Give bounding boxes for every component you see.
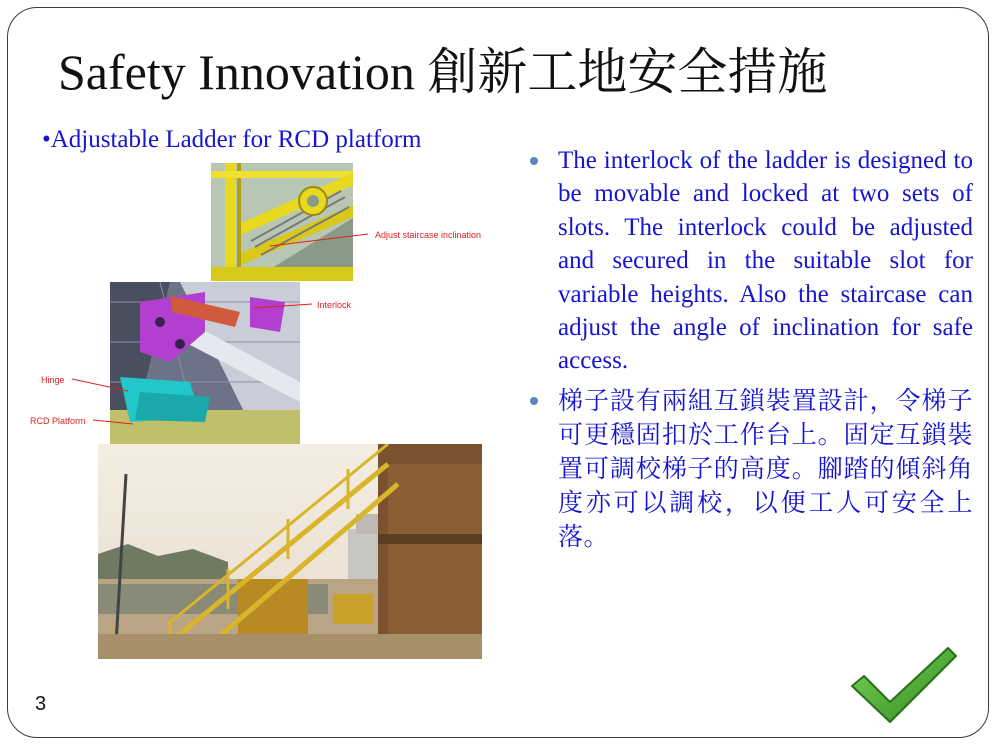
site-photo-svg [98,444,482,659]
green-checkmark-icon [850,646,958,726]
slide-title: Safety Innovation 創新工地安全措施 [58,44,828,100]
callout-adjust-inclination: Adjust staircase inclination [375,230,482,240]
callout-interlock: Interlock [317,300,352,310]
page-number: 3 [35,693,47,715]
slide [7,7,989,738]
bullet-text-chinese: 梯子設有兩組互鎖裝置設計，令梯子可更穩固扣於工作台上。固定互鎖裝置可調校梯子的高度。腳踏的傾斜角度亦可以調校，以便工人可安全上落。 [558,385,973,551]
slide-subtitle: •Adjustable Ladder for RCD platform [42,126,422,153]
callout-hinge: Hinge [41,375,65,385]
site-photo [98,444,482,659]
bullet-dot-icon [530,157,538,165]
callout-rcd-platform: RCD Platform [30,416,86,426]
bullet-text-english: The interlock of the ladder is designed to be movable and locked at two sets of slots. The interlock could be adjusted and secured in the suitable slot for variable heights. Also the staircase can adjust the angle of inclination for safe access. [558,147,973,375]
bullet-item-english [528,144,973,378]
bullet-dot-icon [530,397,538,405]
bullet-item-chinese [528,384,973,554]
bullet-list [528,144,973,554]
